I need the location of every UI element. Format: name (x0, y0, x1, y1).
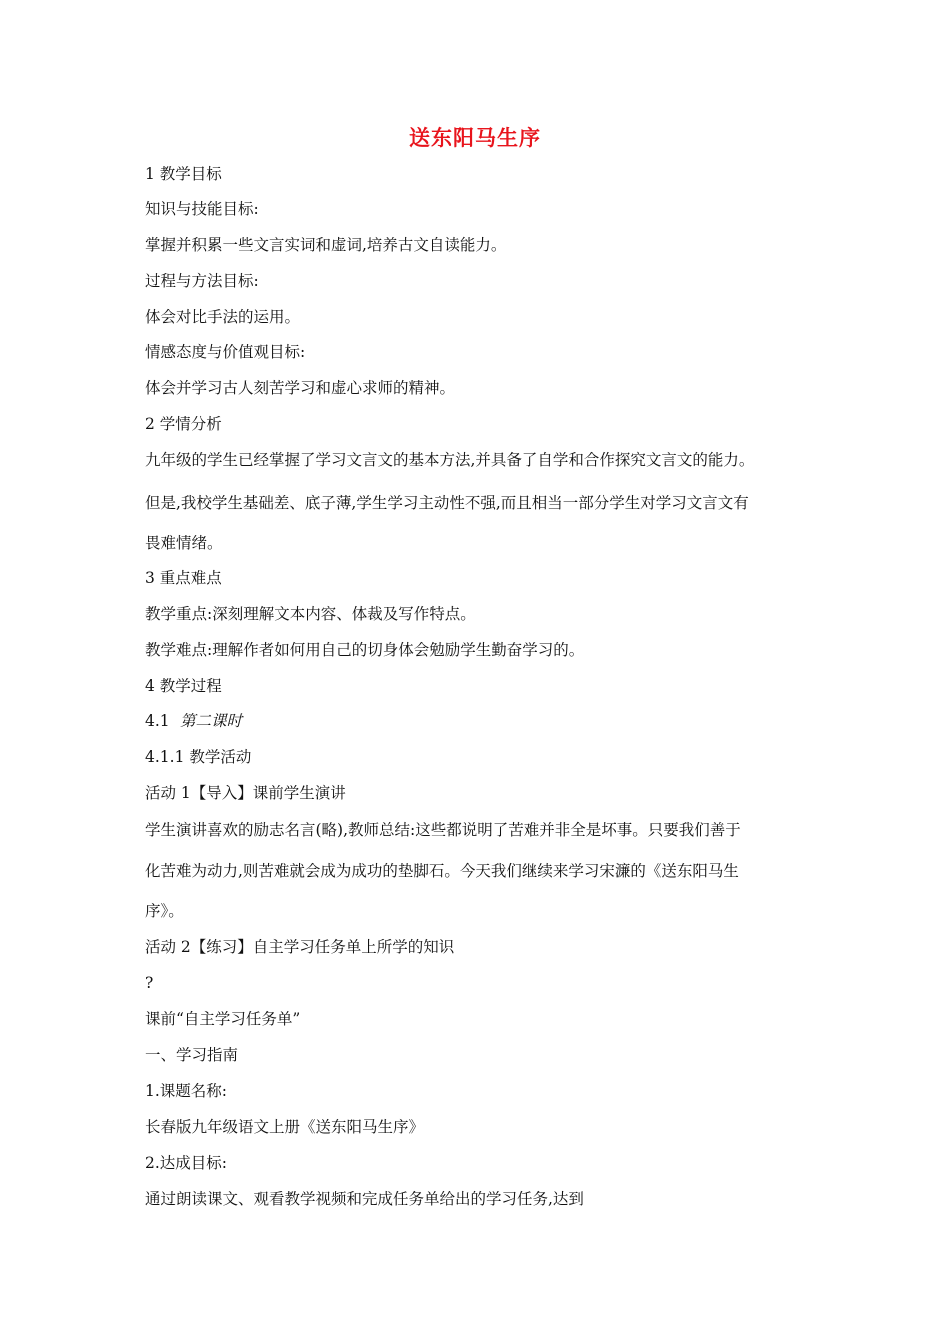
document-title: 送东阳马生序 (409, 126, 541, 150)
text-line: 教学重点:深刻理解文本内容、体裁及写作特点。 (145, 605, 476, 623)
text-line: 课前“自主学习任务单” (145, 1010, 301, 1028)
activity-heading: 活动 1【导入】课前学生演讲 (145, 784, 346, 802)
text-line: 通过朗读课文、观看教学视频和完成任务单给出的学习任务,达到 (145, 1190, 584, 1208)
section-heading-process: 4 教学过程 (145, 677, 222, 695)
text-line: 4.1.1 教学活动 (145, 748, 252, 766)
text-line: 1.课题名称: (145, 1082, 228, 1100)
text-line: 畏难情绪。 (145, 534, 223, 552)
text-line: 教学难点:理解作者如何用自己的切身体会勉励学生勤奋学习的。 (145, 641, 585, 659)
text-line: 体会并学习古人刻苦学习和虚心求师的精神。 (145, 379, 456, 397)
activity-heading: 活动 2【练习】自主学习任务单上所学的知识 (145, 938, 455, 956)
text-line: 一、学习指南 (145, 1046, 239, 1064)
text-line: 2.达成目标: (145, 1154, 228, 1172)
text-line: 知识与技能目标: (145, 200, 259, 218)
section-heading-key-points: 3 重点难点 (145, 569, 222, 587)
section-heading-objectives: 1 教学目标 (145, 165, 222, 183)
text-line: 九年级的学生已经掌握了学习文言文的基本方法,并具备了自学和合作探究文言文的能力。 (145, 451, 755, 469)
text-line: 学生演讲喜欢的励志名言(略),教师总结:这些都说明了苦难并非全是坏事。只要我们善于 (145, 821, 741, 839)
text-line: ? (145, 974, 154, 992)
section-heading-analysis: 2 学情分析 (145, 415, 222, 433)
subsection-title: 第二课时 (180, 712, 243, 730)
text-line: 过程与方法目标: (145, 272, 259, 290)
text-line: 体会对比手法的运用。 (145, 308, 301, 326)
text-line: 情感态度与价值观目标: (145, 343, 306, 361)
text-line: 但是,我校学生基础差、底子薄,学生学习主动性不强,而且相当一部分学生对学习文言文有 (145, 494, 749, 512)
subsection-number: 4.1 (145, 712, 170, 730)
text-line: 化苦难为动力,则苦难就会成为成功的垫脚石。今天我们继续来学习宋濂的《送东阳马生 (145, 862, 739, 880)
text-line: 序》。 (145, 902, 184, 920)
text-line: 长春版九年级语文上册《送东阳马生序》 (145, 1118, 425, 1136)
text-line: 掌握并积累一些文言实词和虚词,培养古文自读能力。 (145, 236, 507, 254)
